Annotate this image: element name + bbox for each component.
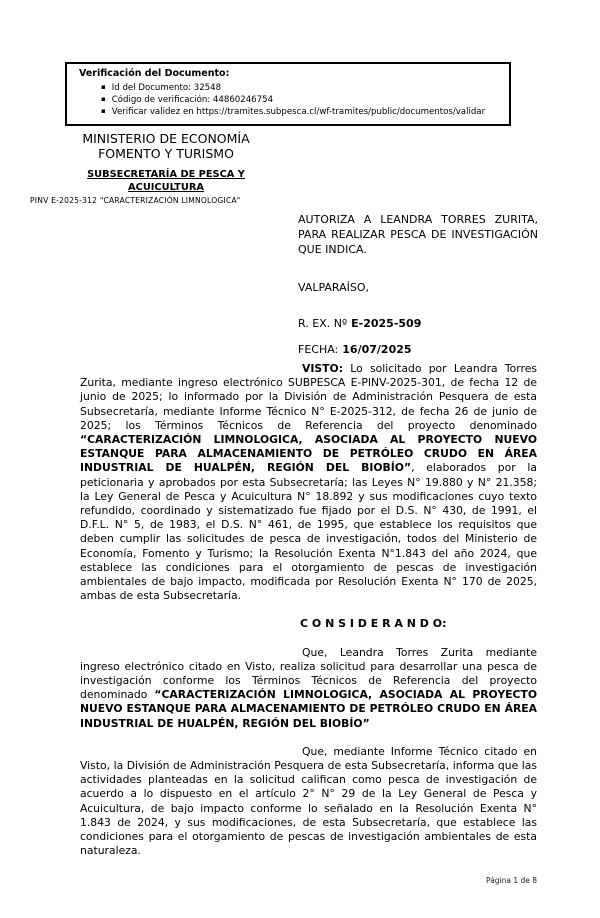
resolution-number-value: E-2025-509 [351,317,422,330]
page-indicator: Página 1 de 8 [485,876,537,885]
city-line: VALPARAÍSO, [298,281,370,294]
considerando-1-project-title: “CARACTERIZACIÓN LIMNOLOGICA, ASOCIADA AL PROYECTO NUEVO ESTANQUE PARA ALMACENAMIENTO DE PETRÓLEO CRUDO EN ÁREA INDUSTRIAL DE HUALPÉN, REGIÓN DEL BIOBÍO” [80,688,538,730]
considerando-heading: C O N S I D E R A N D O: [300,617,447,631]
considerando-paragraph-2 [80,745,537,859]
document-body [80,362,537,859]
considerando-1-text: Que, Leandra Torres Zurita mediante ingreso electrónico citado en Visto, realiza solicitud para desarrollar una pesca de investigación conforme los Términos Técnicos de Referencia del proyecto denominado [80,645,537,702]
subsecretaria-name-line2: ACUICULTURA [128,182,204,193]
date-value: 16/07/2025 [342,343,412,356]
verification-url-text: Verificar validez en https://tramites.subpesca.cl/wf-tramites/public/documentos/validar [111,107,486,117]
verification-item-text: Código de verificación: 44860246754 [111,95,274,105]
resolution-number-line [298,317,421,330]
date-label: FECHA: [298,343,339,356]
verification-item-url [101,106,503,118]
visto-project-title: “CARACTERIZACIÓN LIMNOLOGICA, ASOCIADA AL PROYECTO NUEVO ESTANQUE PARA ALMACENAMIENTO DE PETRÓLEO CRUDO EN ÁREA INDUSTRIAL DE HUALPÉN, REGIÓN DEL BIOBÍO” [80,433,537,475]
verification-item-text: Id del Documento: 32548 [111,83,222,93]
visto-text-1: Lo solicitado por Leandra Torres Zurita, mediante ingreso electrónico SUBPESCA E-PINV-2025-301, de fecha 12 de junio de 2025; lo informado por la División de Administración Pesquera de esta Subsecretaría, mediante Informe Técnico N° E-2025-312, de fecha 26 de junio de 2025; los Términos Técnicos de Referencia del proyecto denominado [80,362,538,432]
verification-box [65,62,511,126]
visto-paragraph [80,362,537,603]
resolution-subject: AUTORIZA A LEANDRA TORRES ZURITA, PARA REALIZAR PESCA DE INVESTIGACIÓN QUE INDICA. [298,213,538,256]
resolution-number-label: R. EX. Nº [298,317,348,330]
verification-list [79,82,503,118]
project-reference: PINV E-2025-312 "CARACTERIZACIÓN LIMNOLOGICA" [30,196,241,205]
date-line [298,343,412,356]
bullet-icon: ▪ [101,107,106,115]
visto-text-2: , elaborados por la peticionaria y aprobados por esta Subsecretaría; las Leyes N° 19.880 y N° 21.358; la Ley General de Pesca y Acuicultura N° 18.892 y sus modificaciones cuyo texto refundido, coordinado y sistematizado fue fijado por el D.S. N° 430, de 1991, el D.F.L. N° 5, de 1983, el D.S. N° 461, de 1995, que establece los requisitos que deben cumplir las solicitudes de pesca de investigación, todos del Ministerio de Economía, Fomento y Turismo; la Resolución Exenta N°1.843 del año 2024, que establece las condiciones para el otorgamiento de pescas de investigación ambientales de bajo impacto, modificada por Resolución Exenta N° 170 de 2025, ambas de esta Subsecretaría. [80,461,537,603]
considerando-2-text: Que, mediante Informe Técnico citado en Visto, la División de Administración Pesquera de esta Subsecretaría, informa que las actividades planteadas en la solicitud califican como pesca de investigación de acuerdo a lo dispuesto en el artículo 2° N° 29 de la Ley General de Pesca y Acuicultura, de bajo impacto conforme lo señalado en la Resolución Exenta N° 1.843 de 2024, y sus modificaciones, de esta Subsecretaría, que establece las condiciones para el otorgamiento de pescas de investigación ambientales de esta naturaleza. [80,744,537,858]
ministry-name-line1: MINISTERIO DE ECONOMÍA [82,131,250,146]
visto-label: VISTO: [302,362,344,375]
verification-item-code [101,94,503,106]
subsecretaria-name-line1: SUBSECRETARÍA DE PESCA Y [87,169,245,180]
letterhead [58,131,274,194]
verification-item-id [101,82,503,94]
bullet-icon: ▪ [101,95,106,103]
bullet-icon: ▪ [101,83,106,91]
considerando-paragraph-1 [80,646,537,731]
verification-title: Verificación del Documento: [79,68,230,79]
ministry-name-line2: FOMENTO Y TURISMO [98,146,234,161]
